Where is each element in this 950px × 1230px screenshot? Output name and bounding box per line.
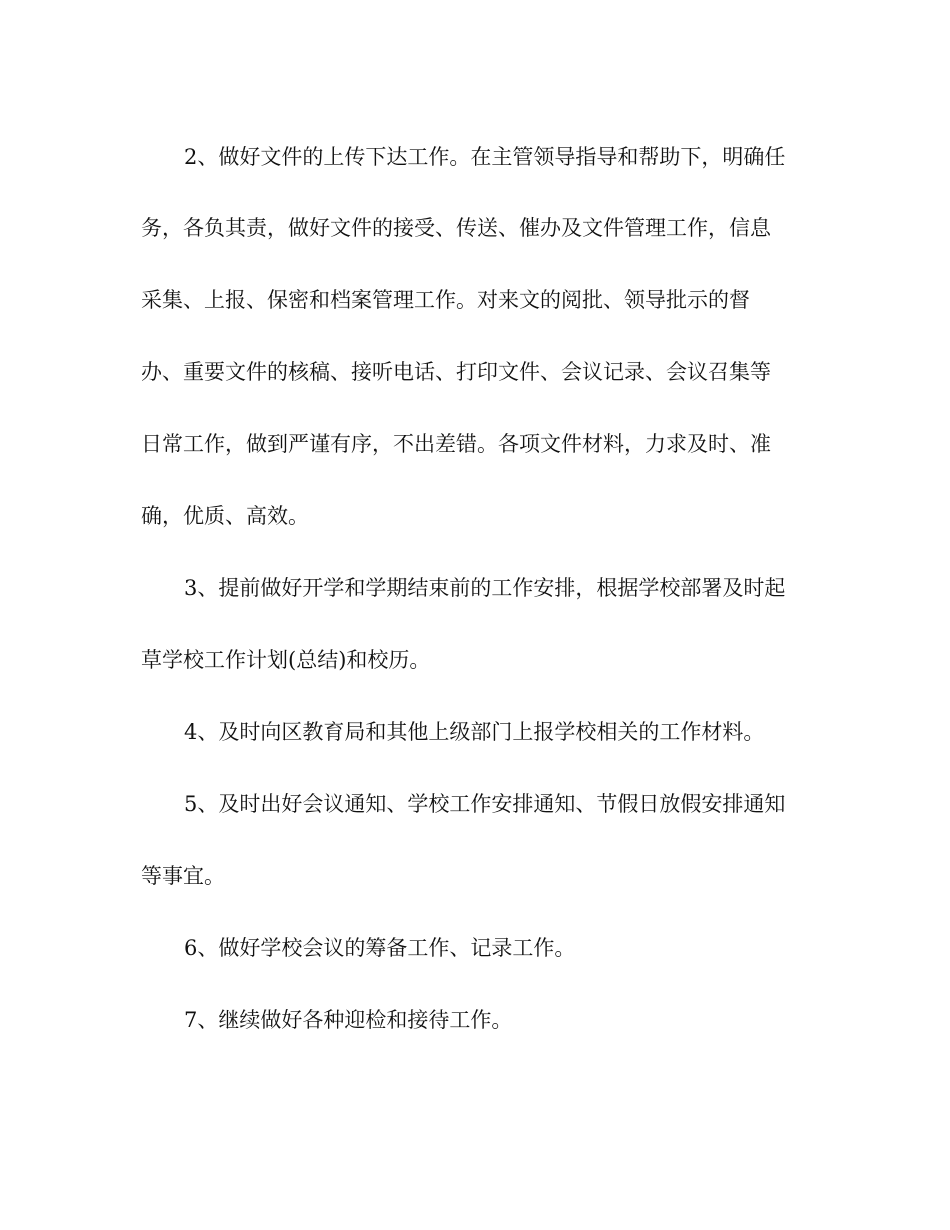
paragraph-5-line-2: 等事宜。: [141, 864, 225, 888]
paragraph-2-line-3: 采集、上报、保密和档案管理工作。对来文的阅批、领导批示的督: [141, 288, 750, 312]
paragraph-7-line-1: 7、继续做好各种迎检和接待工作。: [184, 1008, 513, 1032]
paragraph-2-line-2: 务，各负其责，做好文件的接受、传送、催办及文件管理工作，信息: [141, 216, 771, 240]
paragraph-3-line-2: 草学校工作计划(总结)和校历。: [141, 648, 431, 672]
paragraph-2-line-4: 办、重要文件的核稿、接听电话、打印文件、会议记录、会议召集等: [141, 360, 771, 384]
paragraph-5-line-1: 5、及时出好会议通知、学校工作安排通知、节假日放假安排通知: [184, 792, 786, 816]
paragraph-3-line-1: 3、提前做好开学和学期结束前的工作安排，根据学校部署及时起: [184, 576, 786, 600]
paragraph-6-line-1: 6、做好学校会议的筹备工作、记录工作。: [184, 936, 576, 960]
paragraph-4-line-1: 4、及时向区教育局和其他上级部门上报学校相关的工作材料。: [184, 720, 765, 744]
paragraph-2-line-1: 2、做好文件的上传下达工作。在主管领导指导和帮助下，明确任: [184, 145, 786, 169]
paragraph-2-line-6: 确，优质、高效。: [141, 504, 309, 528]
paragraph-2-line-5: 日常工作，做到严谨有序，不出差错。各项文件材料，力求及时、准: [141, 432, 771, 456]
